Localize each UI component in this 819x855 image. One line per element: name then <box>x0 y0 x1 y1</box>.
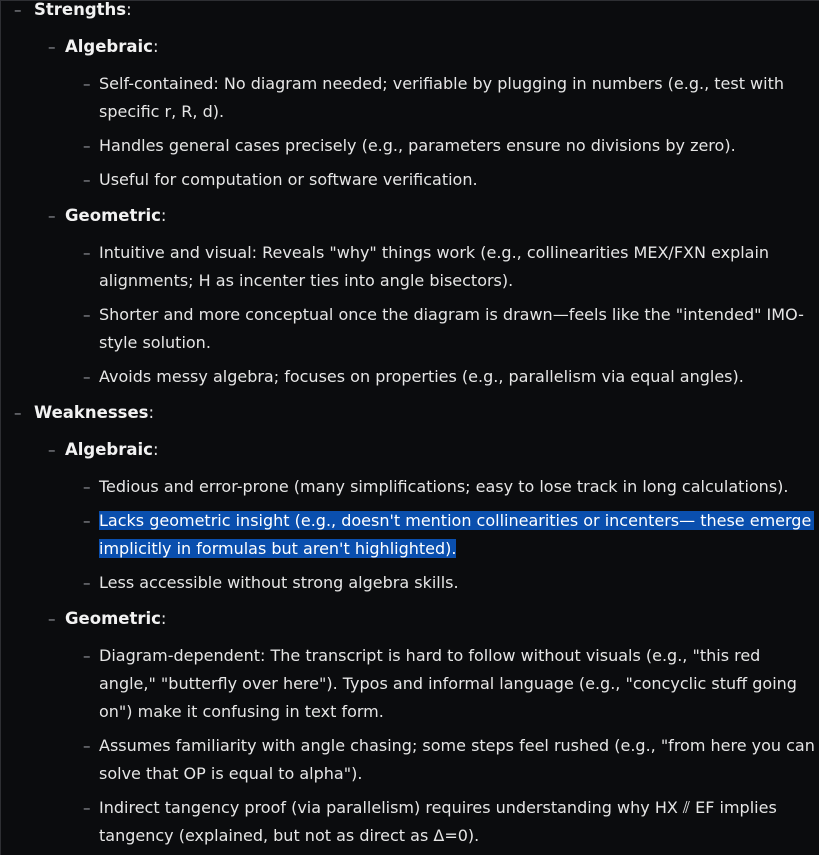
list-item: Tedious and error-prone (many simplifications; easy to lose track in long calculations). <box>99 477 789 496</box>
bullet-dash: – <box>83 306 91 324</box>
heading-weaknesses-algebraic: Algebraic: <box>65 440 159 459</box>
bullet-dash: – <box>48 441 56 459</box>
list-item: Shorter and more conceptual once the diagram is drawn—feels like the "intended" IMO- style solution. <box>99 305 804 352</box>
list-item: Avoids messy algebra; focuses on properties (e.g., parallelism via equal angles). <box>99 367 744 386</box>
list-item: Diagram-dependent: The transcript is hard to follow without visuals (e.g., "this red angle," "butterfly over here"). Typos and informal language (e.g., "concyclic stuff going on") make it confusing in text form. <box>99 646 797 721</box>
bullet-dash: – <box>83 244 91 262</box>
heading-weaknesses: Weaknesses: <box>34 403 155 422</box>
bullet-dash: – <box>48 38 56 56</box>
bullet-dash: – <box>83 799 91 817</box>
list-item: Assumes familiarity with angle chasing; some steps feel rushed (e.g., "from here you can solve that OP is equal to alpha"). <box>99 736 815 783</box>
selected-list-item[interactable]: Lacks geometric insight (e.g., doesn't mention collinearities or incenters— these emerge implicitly in formulas but aren't highlighted). <box>99 507 811 563</box>
bullet-dash: – <box>83 737 91 755</box>
bullet-dash: – <box>83 478 91 496</box>
bullet-dash: – <box>83 137 91 155</box>
bullet-dash: – <box>83 647 91 665</box>
bullet-dash: – <box>83 75 91 93</box>
bullet-dash: – <box>83 574 91 592</box>
bullet-dash: – <box>14 404 22 422</box>
bullet-dash: – <box>83 171 91 189</box>
bullet-dash: – <box>14 1 22 19</box>
list-item: Intuitive and visual: Reveals "why" things work (e.g., collinearities MEX/FXN explain alignments; H as incenter ties into angle bisectors). <box>99 243 770 290</box>
heading-strengths-algebraic: Algebraic: <box>65 37 159 56</box>
heading-weaknesses-geometric: Geometric: <box>65 609 167 628</box>
bullet-dash: – <box>48 207 56 225</box>
bullet-dash: – <box>83 368 91 386</box>
list-item: Self-contained: No diagram needed; verifiable by plugging in numbers (e.g., test with specific r, R, d). <box>99 74 784 121</box>
list-item: Handles general cases precisely (e.g., parameters ensure no divisions by zero). <box>99 136 736 155</box>
bullet-dash: – <box>48 610 56 628</box>
heading-strengths-geometric: Geometric: <box>65 206 167 225</box>
list-item: Useful for computation or software verification. <box>99 170 478 189</box>
list-item: Less accessible without strong algebra skills. <box>99 573 459 592</box>
document-body <box>1 1 819 855</box>
list-item: Indirect tangency proof (via parallelism) requires understanding why HX ⫽ EF implies tangency (explained, but not as direct as Δ=0). <box>99 798 777 845</box>
heading-strengths: Strengths: <box>34 0 132 19</box>
bullet-dash: – <box>83 512 91 530</box>
